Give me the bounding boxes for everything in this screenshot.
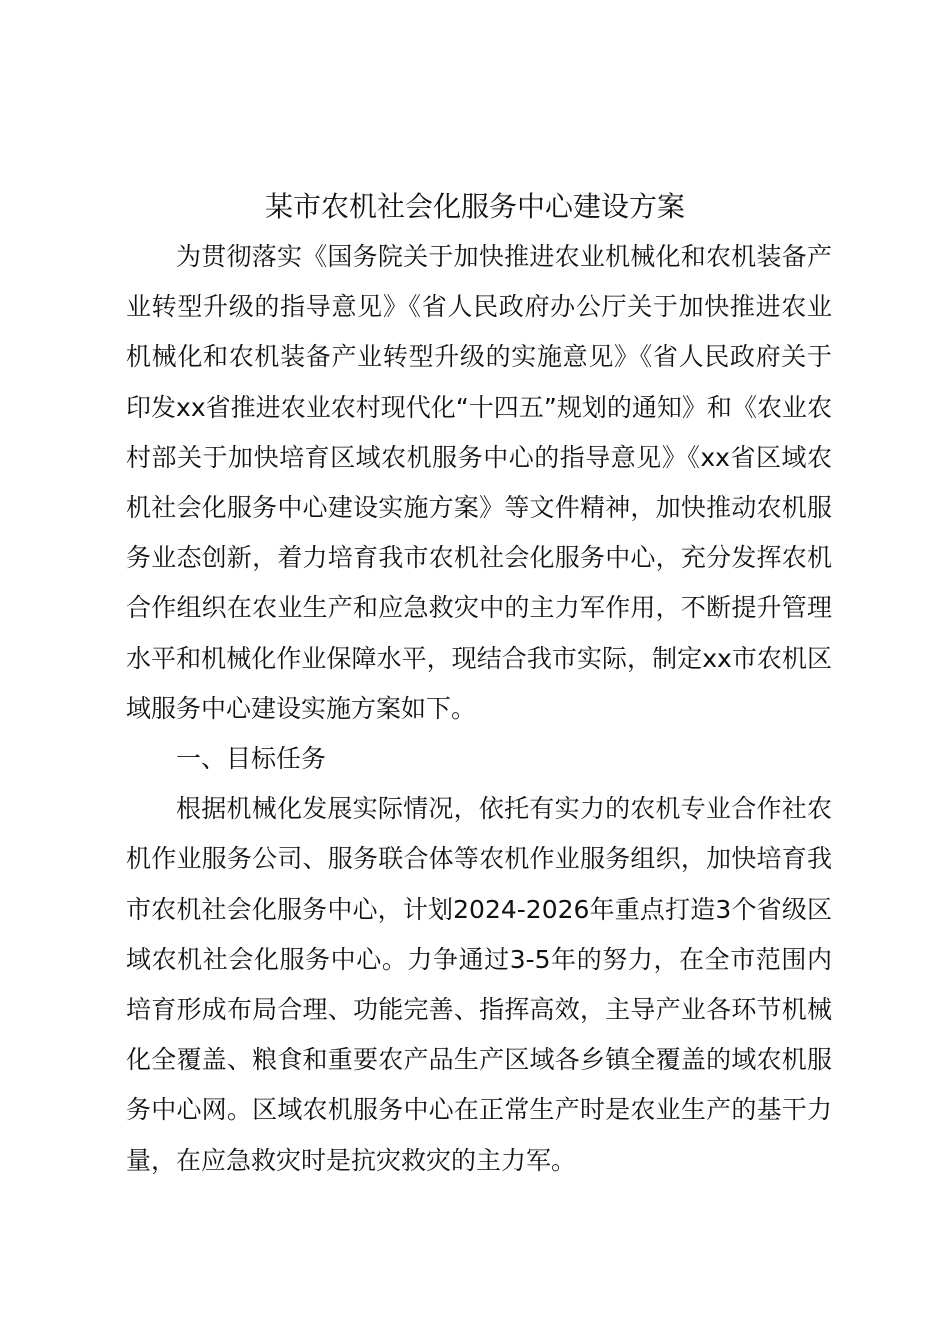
document-title: 某市农机社会化服务中心建设方案 xyxy=(264,190,685,223)
goals-paragraph: 根据机械化发展实际情况，依托有实力的农机专业合作社农机作业服务公司、服务联合体等农机作业服务组织，加快培育我市农机社会化服务中心，计划2024-2026年重点打造3个省级区域农机社会化服务中心。力争通过3-5年的努力，在全市范围内培育形成布局合理、功能完善、指挥高效，主导产业各环节机械化全覆盖、粮食和重要农产品生产区域各乡镇全覆盖的域农机服务中心网。区域农机服务中心在正常生产时是农业生产的基干力量，在应急救灾时是抗灾救灾的主力军。 xyxy=(126,794,832,1175)
document-body xyxy=(126,232,832,1186)
intro-paragraph: 为贯彻落实《国务院关于加快推进农业机械化和农机装备产业转型升级的指导意见》《省人民政府办公厅关于加快推进农业机械化和农机装备产业转型升级的实施意见》《省人民政府关于印发xx省推进农业农村现代化“十四五”规划的通知》和《农业农村部关于加快培育区域农机服务中心的指导意见》《xx省区域农机社会化服务中心建设实施方案》等文件精神，加快推动农机服务业态创新，着力培育我市农机社会化服务中心，充分发挥农机合作组织在农业生产和应急救灾中的主力军作用，不断提升管理水平和机械化作业保障水平，现结合我市实际，制定xx市农机区域服务中心建设实施方案如下。 xyxy=(126,242,832,723)
section-heading-goals: 一、目标任务 xyxy=(176,744,327,774)
